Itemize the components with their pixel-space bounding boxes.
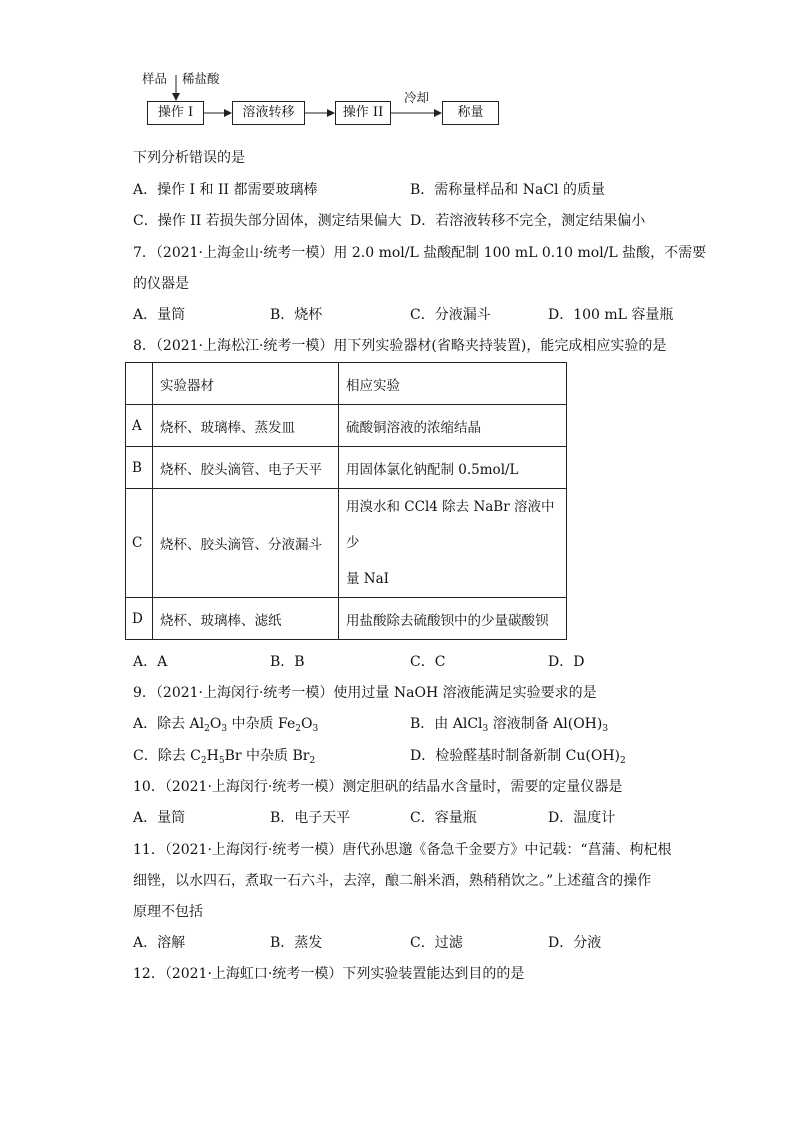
q11-stem-line2: 细锉，以水四石，煮取一石六斗，去滓，酿二斛米酒，熟稍稍饮之。”上述蕴含的操作: [133, 873, 652, 889]
row-experiment-line2: 量 NaI: [346, 571, 389, 587]
q9-a-text: 中杂质 Fe: [227, 716, 296, 732]
row-equipment: 烧杯、玻璃棒、滤纸: [153, 598, 339, 640]
table-row: [126, 447, 567, 489]
q7-stem-line2: 的仪器是: [133, 276, 189, 292]
q11-option-c: C．过滤: [410, 935, 463, 951]
q6-option-d: D．若溶液转移不完全，测定结果偏小: [410, 213, 646, 229]
row-key: A: [126, 405, 153, 447]
flow-step-operation-2: 操作 II: [335, 101, 391, 125]
q7-option-a: A．量筒: [133, 307, 186, 323]
flow-step-operation-1: 操作 I: [147, 101, 204, 125]
row-experiment: 用固体氯化钠配制 0.5mol/L: [339, 447, 567, 489]
table-header-experiment: 相应实验: [339, 363, 567, 405]
row-key: D: [126, 598, 153, 640]
q11-stem-line1: 11．（2021·上海闵行·统考一模）唐代孙思邈《备急千金要方》中记载：“菖蒲、枸杞根: [133, 842, 672, 858]
table-header-equipment: 实验器材: [153, 363, 339, 405]
row-equipment: 烧杯、胶头滴管、电子天平: [153, 447, 339, 489]
q9-stem: 9．（2021·上海闵行·统考一模）使用过量 NaOH 溶液能满足实验要求的是: [133, 685, 597, 701]
table-header-row: [126, 363, 567, 405]
subscript: 2: [309, 756, 316, 766]
q7-option-c: C．分液漏斗: [410, 307, 491, 323]
q9-a-text: O: [300, 716, 313, 732]
flow-arrows: [0, 0, 794, 140]
q9-d-text: D．检验醛基时制备新制 Cu(OH): [410, 748, 621, 764]
q8-option-c: C．C: [410, 654, 446, 670]
q9-option-b: [410, 714, 608, 739]
q7-stem-line1: 7．（2021·上海金山·统考一模）用 2.0 mol/L 盐酸配制 100 mL 0.10 mol/L 盐酸，不需要: [133, 245, 707, 261]
subscript: 3: [602, 724, 609, 734]
table-header-blank: [126, 363, 153, 405]
q9-option-d: [410, 746, 626, 771]
q11-stem-line3: 原理不包括: [133, 904, 203, 920]
q11-option-a: A．溶解: [133, 935, 186, 951]
table-row: [126, 489, 567, 598]
q7-option-b: B．烧杯: [270, 307, 323, 323]
q9-b-text: B．由 AlCl: [410, 716, 483, 732]
q8-table: [125, 362, 567, 640]
q6-stem: 下列分析错误的是: [133, 150, 245, 166]
q11-option-d: D．分液: [548, 935, 602, 951]
q10-option-d: D．温度计: [548, 810, 616, 826]
q8-option-b: B．B: [270, 654, 305, 670]
q6-option-a: A．操作 I 和 II 都需要玻璃棒: [133, 182, 318, 198]
q10-option-b: B．电子天平: [270, 810, 351, 826]
row-equipment: 烧杯、玻璃棒、蒸发皿: [153, 405, 339, 447]
q9-c-text: C．除去 C: [133, 748, 201, 764]
q9-a-text: O: [209, 716, 222, 732]
q6-option-b: B．需称量样品和 NaCl 的质量: [410, 182, 605, 198]
q12-stem: 12．（2021·上海虹口·统考一模）下列实验装置能达到目的的是: [133, 966, 525, 982]
subscript: 2: [200, 756, 207, 766]
row-experiment: [339, 489, 567, 598]
row-experiment: 用盐酸除去硫酸钡中的少量碳酸钡: [339, 598, 567, 640]
flow-input-acid: 稀盐酸: [182, 71, 220, 86]
subscript: 3: [482, 724, 489, 734]
q10-option-c: C．容量瓶: [410, 810, 477, 826]
q9-b-text: 溶液制备 Al(OH): [488, 716, 603, 732]
q9-a-text: A．除去 Al: [133, 716, 205, 732]
row-experiment: 硫酸铜溶液的浓缩结晶: [339, 405, 567, 447]
q10-option-a: A．量筒: [133, 810, 186, 826]
subscript: 3: [312, 724, 319, 734]
table-row: [126, 405, 567, 447]
q9-c-text: Br 中杂质 Br: [224, 748, 310, 764]
q11-option-b: B．蒸发: [270, 935, 323, 951]
q9-option-a: [133, 714, 318, 739]
table-row: [126, 598, 567, 640]
flow-input-sample: 样品: [142, 71, 168, 86]
q10-stem: 10．（2021·上海闵行·统考一模）测定胆矾的结晶水含量时，需要的定量仪器是: [133, 779, 623, 795]
q8-option-a: A．A: [133, 654, 168, 670]
flow-step-weigh: 称量: [442, 101, 499, 125]
subscript: 2: [620, 756, 626, 766]
q6-option-c: C．操作 II 若损失部分固体，测定结果偏大: [133, 213, 402, 229]
q8-stem: 8．（2021·上海松江·统考一模）用下列实验器材(省略夹持装置)，能完成相应实验的是: [133, 338, 667, 354]
q9-option-c: [133, 746, 315, 771]
row-key: B: [126, 447, 153, 489]
row-key: C: [126, 489, 153, 598]
subscript: 2: [204, 724, 210, 734]
row-equipment: 烧杯、胶头滴管、分液漏斗: [153, 489, 339, 598]
flow-step-transfer: 溶液转移: [232, 101, 305, 125]
q9-c-text: H: [206, 748, 219, 764]
q8-option-d: D．D: [548, 654, 585, 670]
subscript: 5: [218, 756, 225, 766]
subscript: 3: [221, 724, 228, 734]
q7-option-d: D．100 mL 容量瓶: [548, 307, 674, 323]
row-experiment-line1: 用溴水和 CCl4 除去 NaBr 溶液中少: [346, 499, 555, 551]
flow-cool-label: 冷却: [404, 90, 430, 105]
subscript: 2: [295, 724, 301, 734]
